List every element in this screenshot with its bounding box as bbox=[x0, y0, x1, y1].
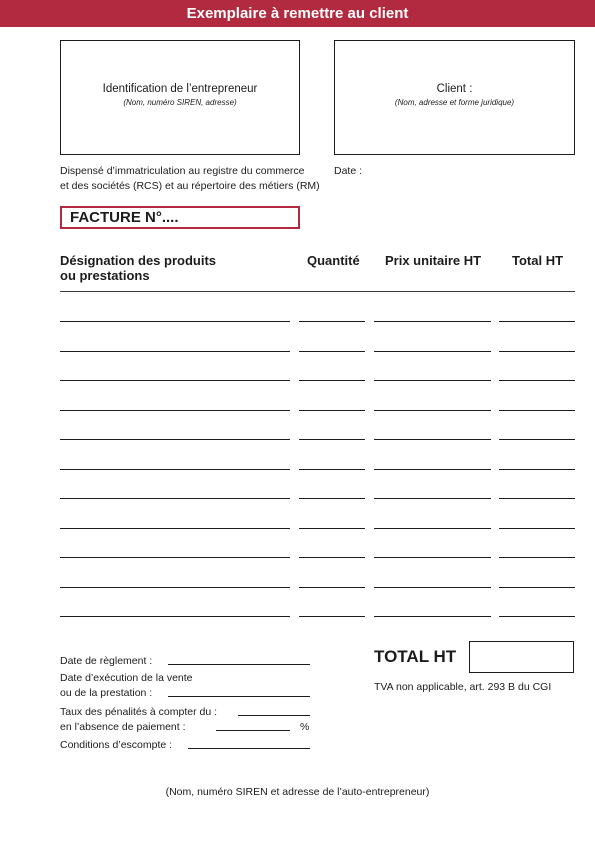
row-4-designation-field[interactable] bbox=[60, 410, 290, 411]
taux-percent-field[interactable] bbox=[216, 730, 290, 731]
date-reglement-label: Date de règlement : bbox=[60, 655, 153, 667]
row-5-prix-field[interactable] bbox=[374, 439, 491, 440]
entrepreneur-box bbox=[60, 40, 300, 155]
col-header-designation-line2: ou prestations bbox=[60, 268, 150, 283]
col-header-designation-line1: Désignation des produits bbox=[60, 253, 217, 268]
row-3-prix-field[interactable] bbox=[374, 380, 491, 381]
row-7-quantite-field[interactable] bbox=[299, 498, 365, 499]
row-5-total-field[interactable] bbox=[499, 439, 575, 440]
entrepreneur-subtitle: (Nom, numéro SIREN, adresse) bbox=[123, 98, 237, 107]
row-3-quantite-field[interactable] bbox=[299, 380, 365, 381]
row-5-quantite-field[interactable] bbox=[299, 439, 365, 440]
escompte-field[interactable] bbox=[188, 748, 310, 749]
row-3-designation-field[interactable] bbox=[60, 380, 290, 381]
row-6-designation-field[interactable] bbox=[60, 469, 290, 470]
date-label: Date : bbox=[334, 165, 363, 177]
col-header-quantite: Quantité bbox=[307, 253, 360, 268]
dispense-line-1: Dispensé d’immatriculation au registre du commerce bbox=[60, 165, 305, 177]
col-header-total: Total HT bbox=[512, 253, 564, 268]
row-10-prix-field[interactable] bbox=[374, 587, 491, 588]
row-1-designation-field[interactable] bbox=[60, 321, 290, 322]
row-1-quantite-field[interactable] bbox=[299, 321, 365, 322]
taux-label-1: Taux des pénalités à compter du : bbox=[60, 706, 218, 718]
dispense-line-2: et des sociétés (RCS) et au répertoire des métiers (RM) bbox=[60, 180, 320, 192]
row-1-total-field[interactable] bbox=[499, 321, 575, 322]
date-execution-field[interactable] bbox=[168, 696, 310, 697]
row-1-prix-field[interactable] bbox=[374, 321, 491, 322]
row-11-designation-field[interactable] bbox=[60, 616, 290, 617]
row-2-designation-field[interactable] bbox=[60, 351, 290, 352]
row-5-designation-field[interactable] bbox=[60, 439, 290, 440]
taux-date-field[interactable] bbox=[238, 715, 310, 716]
row-9-designation-field[interactable] bbox=[60, 557, 290, 558]
row-3-total-field[interactable] bbox=[499, 380, 575, 381]
row-7-total-field[interactable] bbox=[499, 498, 575, 499]
row-4-total-field[interactable] bbox=[499, 410, 575, 411]
percent-sign: % bbox=[300, 721, 310, 733]
row-7-prix-field[interactable] bbox=[374, 498, 491, 499]
total-ht-box[interactable] bbox=[469, 641, 574, 673]
row-6-total-field[interactable] bbox=[499, 469, 575, 470]
entrepreneur-title: Identification de l’entrepreneur bbox=[102, 83, 258, 95]
date-execution-label-1: Date d’exécution de la vente bbox=[60, 672, 193, 684]
row-8-total-field[interactable] bbox=[499, 528, 575, 529]
auto-entrepreneur-note: (Nom, numéro SIREN et adresse de l’auto-entrepreneur) bbox=[165, 786, 430, 798]
row-4-prix-field[interactable] bbox=[374, 410, 491, 411]
row-6-prix-field[interactable] bbox=[374, 469, 491, 470]
row-10-quantite-field[interactable] bbox=[299, 587, 365, 588]
total-ht-label: TOTAL HT bbox=[374, 647, 457, 666]
escompte-label: Conditions d’escompte : bbox=[60, 739, 173, 751]
row-8-prix-field[interactable] bbox=[374, 528, 491, 529]
dispense-note bbox=[60, 164, 330, 194]
invoice-number: FACTURE N°.... bbox=[60, 206, 300, 229]
date-reglement-field[interactable] bbox=[168, 664, 310, 665]
client-title: Client : bbox=[436, 83, 473, 95]
row-7-designation-field[interactable] bbox=[60, 498, 290, 499]
row-6-quantite-field[interactable] bbox=[299, 469, 365, 470]
date-execution-label-2: ou de la prestation : bbox=[60, 687, 153, 699]
row-8-designation-field[interactable] bbox=[60, 528, 290, 529]
row-10-total-field[interactable] bbox=[499, 587, 575, 588]
row-2-total-field[interactable] bbox=[499, 351, 575, 352]
row-9-prix-field[interactable] bbox=[374, 557, 491, 558]
taux-label-2: en l’absence de paiement : bbox=[60, 721, 186, 733]
col-header-prix: Prix unitaire HT bbox=[385, 253, 482, 268]
row-8-quantite-field[interactable] bbox=[299, 528, 365, 529]
client-box bbox=[334, 40, 575, 155]
row-11-total-field[interactable] bbox=[499, 616, 575, 617]
row-10-designation-field[interactable] bbox=[60, 587, 290, 588]
header-banner: Exemplaire à remettre au client bbox=[0, 0, 595, 27]
tva-note: TVA non applicable, art. 293 B du CGI bbox=[374, 681, 552, 693]
col-header-designation bbox=[60, 253, 280, 283]
row-9-total-field[interactable] bbox=[499, 557, 575, 558]
row-9-quantite-field[interactable] bbox=[299, 557, 365, 558]
table-header-divider bbox=[60, 291, 575, 292]
row-11-prix-field[interactable] bbox=[374, 616, 491, 617]
row-11-quantite-field[interactable] bbox=[299, 616, 365, 617]
row-2-quantite-field[interactable] bbox=[299, 351, 365, 352]
client-subtitle: (Nom, adresse et forme juridique) bbox=[394, 98, 515, 107]
row-4-quantite-field[interactable] bbox=[299, 410, 365, 411]
row-2-prix-field[interactable] bbox=[374, 351, 491, 352]
